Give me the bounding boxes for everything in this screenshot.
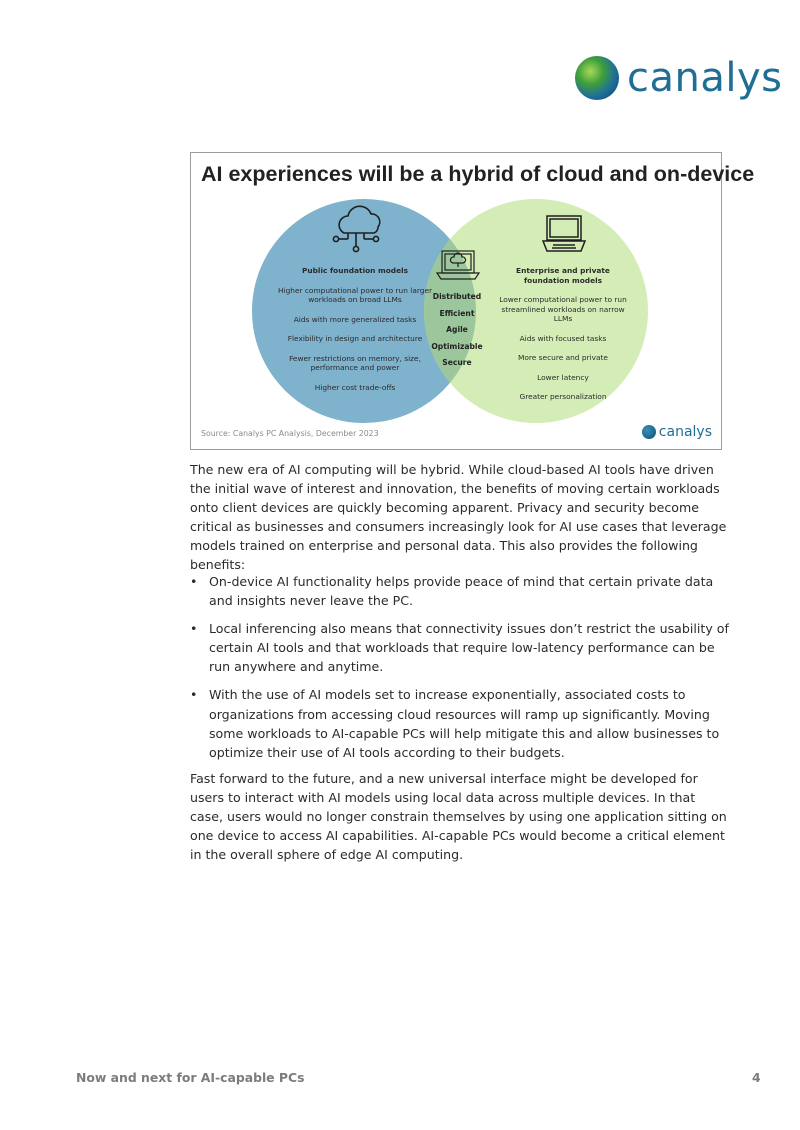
globe-icon [575,56,619,100]
left-item: Higher cost trade-offs [314,382,396,392]
overlap-item: Optimizable [431,341,483,351]
closing-paragraph: Fast forward to the future, and a new universal interface might be developed for users to interact with AI models using local data across multiple devices. In that case, users would no longer constrain themselves by using one application sitting on one device to access AI capabilities. AI-capable PCs would become a critical element in the overall sphere of edge AI computing. [190,771,727,863]
canalys-logo [575,56,783,100]
list-item: • On-device AI functionality helps provide peace of mind that certain private data and insights never leave the PC. [190,572,730,610]
page-number: 4 [752,1070,761,1085]
globe-icon [642,425,656,439]
left-heading: Public foundation models [301,266,409,275]
footer-title: Now and next for AI-capable PCs [76,1070,305,1085]
left-circle-text [275,266,435,402]
right-item: Lower latency [537,372,589,382]
figure-logo-text: canalys [658,424,712,440]
right-item: More secure and private [518,353,608,362]
left-item: Flexibility in design and architecture [287,334,423,343]
list-item: • With the use of AI models set to increase exponentially, associated costs to organizations from accessing cloud resources will ramp up significantly. Moving some workloads to AI-capable PCs will help mitigate this and allow businesses to optimize their use of AI tools according to their budgets. [190,685,730,761]
right-item: Aids with focused tasks [519,333,607,343]
left-item: Fewer restrictions on memory, size, performance and power [289,353,421,372]
left-item: Higher computational power to run larger workloads on broad LLMs [277,285,433,304]
overlap-item: Efficient [439,308,475,318]
intro-paragraph: The new era of AI computing will be hybrid. While cloud-based AI tools have driven the initial wave of interest and innovation, the benefits of moving certain workloads onto client devices are quickly becoming apparent. Privacy and security become critical as businesses and consumers increasingly look for AI use cases that leverage models trained on enterprise and personal data. This also provides the following benefits: [190,462,727,573]
right-circle-text [497,266,629,412]
overlap-item: Distributed [432,292,482,301]
overlap-item: Secure [442,358,472,367]
venn-figure [190,152,755,450]
benefits-list [190,572,730,771]
figure-title: AI experiences will be a hybrid of cloud and on-device [201,162,755,186]
overlap-text [423,292,491,375]
right-item: Greater personalization [519,392,607,401]
brand-name: canalys [627,55,783,101]
source-note: Source: Canalys PC Analysis, December 2023 [201,429,379,438]
right-heading: Enterprise and private foundation models [516,266,610,285]
overlap-item: Agile [446,325,468,334]
left-item: Aids with more generalized tasks [293,314,417,324]
figure-logo [642,425,712,439]
right-item: Lower computational power to run streamlined workloads on narrow LLMs [499,295,627,323]
list-item: • Local inferencing also means that connectivity issues don’t restrict the usability of certain AI tools and that workloads that require low-latency performance can be run anywhere and anytime. [190,619,730,676]
